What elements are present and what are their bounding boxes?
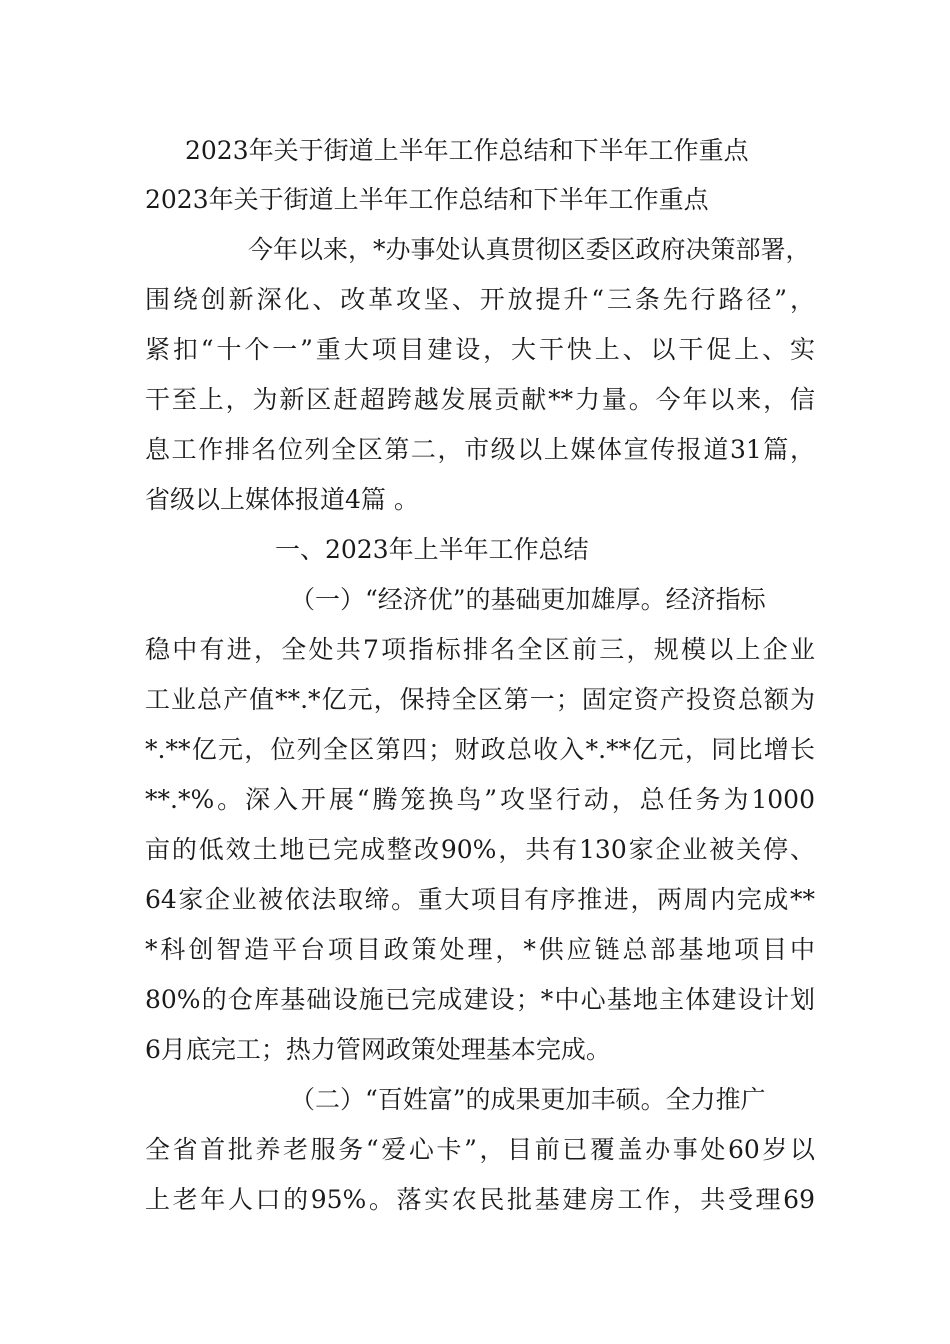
section-heading: 一、2023年上半年工作总结 [275, 535, 589, 564]
intro-line: 紧扣“十个一”重大项目建设，大干快上、以干促上、实 [145, 335, 815, 364]
paragraph-line: *科创智造平台项目政策处理，*供应链总部基地项目中 [145, 935, 815, 964]
paragraph-line: 上老年人口的95%。落实农民批基建房工作，共受理69 [145, 1185, 815, 1214]
paragraph-line: 80%的仓库基础设施已完成建设；*中心基地主体建设计划 [145, 985, 815, 1014]
document-title-2: 2023年关于街道上半年工作总结和下半年工作重点 [145, 185, 709, 214]
intro-line: 围绕创新深化、改革攻坚、开放提升“三条先行路径”， [145, 285, 815, 314]
intro-line: 今年以来，*办事处认真贯彻区委区政府决策部署， [248, 235, 811, 264]
intro-line: 省级以上媒体报道4篇 。 [145, 485, 419, 514]
paragraph-line: 亩的低效土地已完成整改90%，共有130家企业被关停、 [145, 835, 815, 864]
intro-line: 干至上，为新区赶超跨越发展贡献**力量。今年以来，信 [145, 385, 815, 414]
paragraph-line: **.*%。深入开展“腾笼换鸟”攻坚行动，总任务为1000 [145, 785, 815, 814]
document-title-1: 2023年关于街道上半年工作总结和下半年工作重点 [185, 136, 749, 165]
paragraph-line: 稳中有进，全处共7项指标排名全区前三，规模以上企业 [145, 635, 815, 664]
paragraph-line: 工业总产值**.*亿元，保持全区第一；固定资产投资总额为 [145, 685, 815, 714]
paragraph-line: （二）“百姓富”的成果更加丰硕。全力推广 [290, 1085, 766, 1114]
paragraph-line: （一）“经济优”的基础更加雄厚。经济指标 [290, 585, 766, 614]
paragraph-line: 全省首批养老服务“爱心卡”，目前已覆盖办事处60岁以 [145, 1135, 815, 1164]
paragraph-line: 6月底完工；热力管网政策处理基本完成。 [145, 1035, 611, 1064]
paragraph-line: 64家企业被依法取缔。重大项目有序推进，两周内完成** [145, 885, 815, 914]
intro-line: 息工作排名位列全区第二，市级以上媒体宣传报道31篇， [145, 435, 815, 464]
paragraph-line: *.**亿元，位列全区第四；财政总收入*.**亿元，同比增长 [145, 735, 815, 764]
